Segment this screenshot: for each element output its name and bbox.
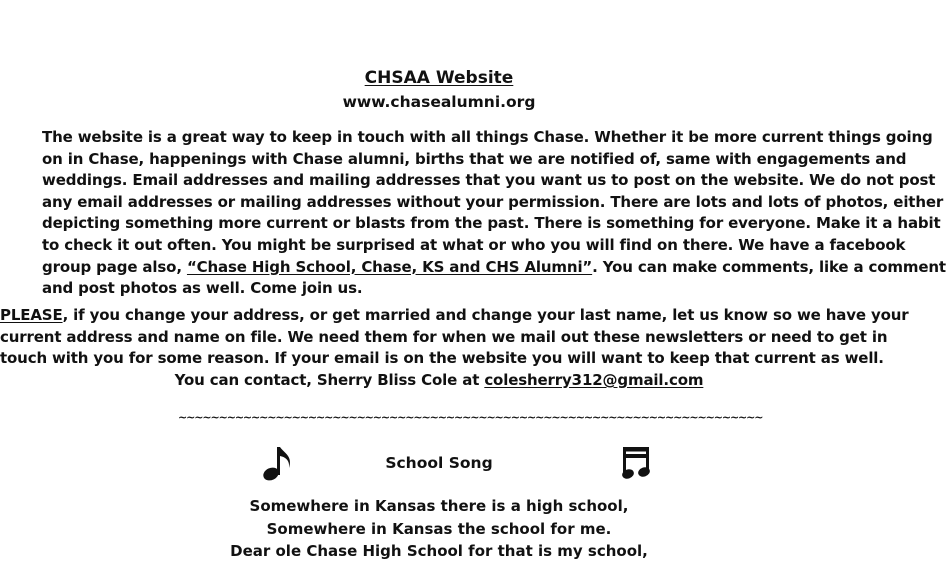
paragraph-line: [0, 305, 909, 327]
contact-email-link[interactable]: colesherry312@gmail.com: [484, 370, 704, 389]
please-emphasis: PLEASE: [0, 306, 63, 324]
line-text: You can contact, Sherry Bliss Cole at: [174, 370, 485, 389]
lyric-line: Somewhere in Kansas the school for me.: [266, 519, 612, 538]
lyric-line: Dear ole Chase High School for that is my school,: [230, 542, 648, 560]
paragraph-line: [42, 257, 946, 279]
song-title: School Song: [385, 454, 493, 472]
paragraph-line: weddings. Email addresses and mailing addresses that you want us to post on the website. We do not post: [42, 171, 936, 190]
lyric-line: Somewhere in Kansas there is a high school,: [249, 497, 629, 515]
song-lyrics: [0, 495, 878, 563]
beamed-sixteenth-notes-icon: [620, 445, 652, 481]
paragraph-line: depicting something more current or blasts from the past. There is something for everyone. Make it a habit: [42, 214, 941, 233]
paragraph-line: any email addresses or mailing addresses without your permission. There are lots and lots of photos, either: [42, 192, 944, 211]
tilde-divider: ~~~~~~~~~~~~~~~~~~~~~~~~~~~~~~~~~~~~~~~~~~~~~~~~~~~~~~~~~~~~~~~~~~~~~~~~: [178, 411, 763, 424]
facebook-group-name: “Chase High School, Chase, KS and CHS Alumni”: [186, 257, 593, 276]
line-text: , if you change your address, or get married and change your last name, let us know so we have your: [62, 306, 909, 324]
paragraph-line: on in Chase, happenings with Chase alumni, births that we are notified of, same with engagements and: [42, 149, 907, 168]
paragraph-line: to check it out often. You might be surprised at what or who you will find on there. We have a facebook: [42, 235, 906, 254]
website-paragraph: [42, 127, 946, 300]
line-text: group page also,: [42, 257, 187, 276]
paragraph-line: touch with you for some reason. If your email is on the website you will want to keep that current as well.: [0, 349, 884, 368]
paragraph-line: and post photos as well. Come join us.: [42, 279, 363, 298]
section-title: CHSAA Website: [364, 68, 514, 88]
please-paragraph: [0, 305, 909, 391]
line-text: . You can make comments, like a comment: [592, 257, 946, 276]
contact-line: [0, 370, 878, 392]
paragraph-line: The website is a great way to keep in touch with all things Chase. Whether it be more current things going: [42, 128, 933, 146]
paragraph-line: current address and name on file. We need them for when we mail out these newsletters or need to get in: [0, 327, 888, 346]
website-url[interactable]: www.chasealumni.org: [342, 93, 536, 111]
